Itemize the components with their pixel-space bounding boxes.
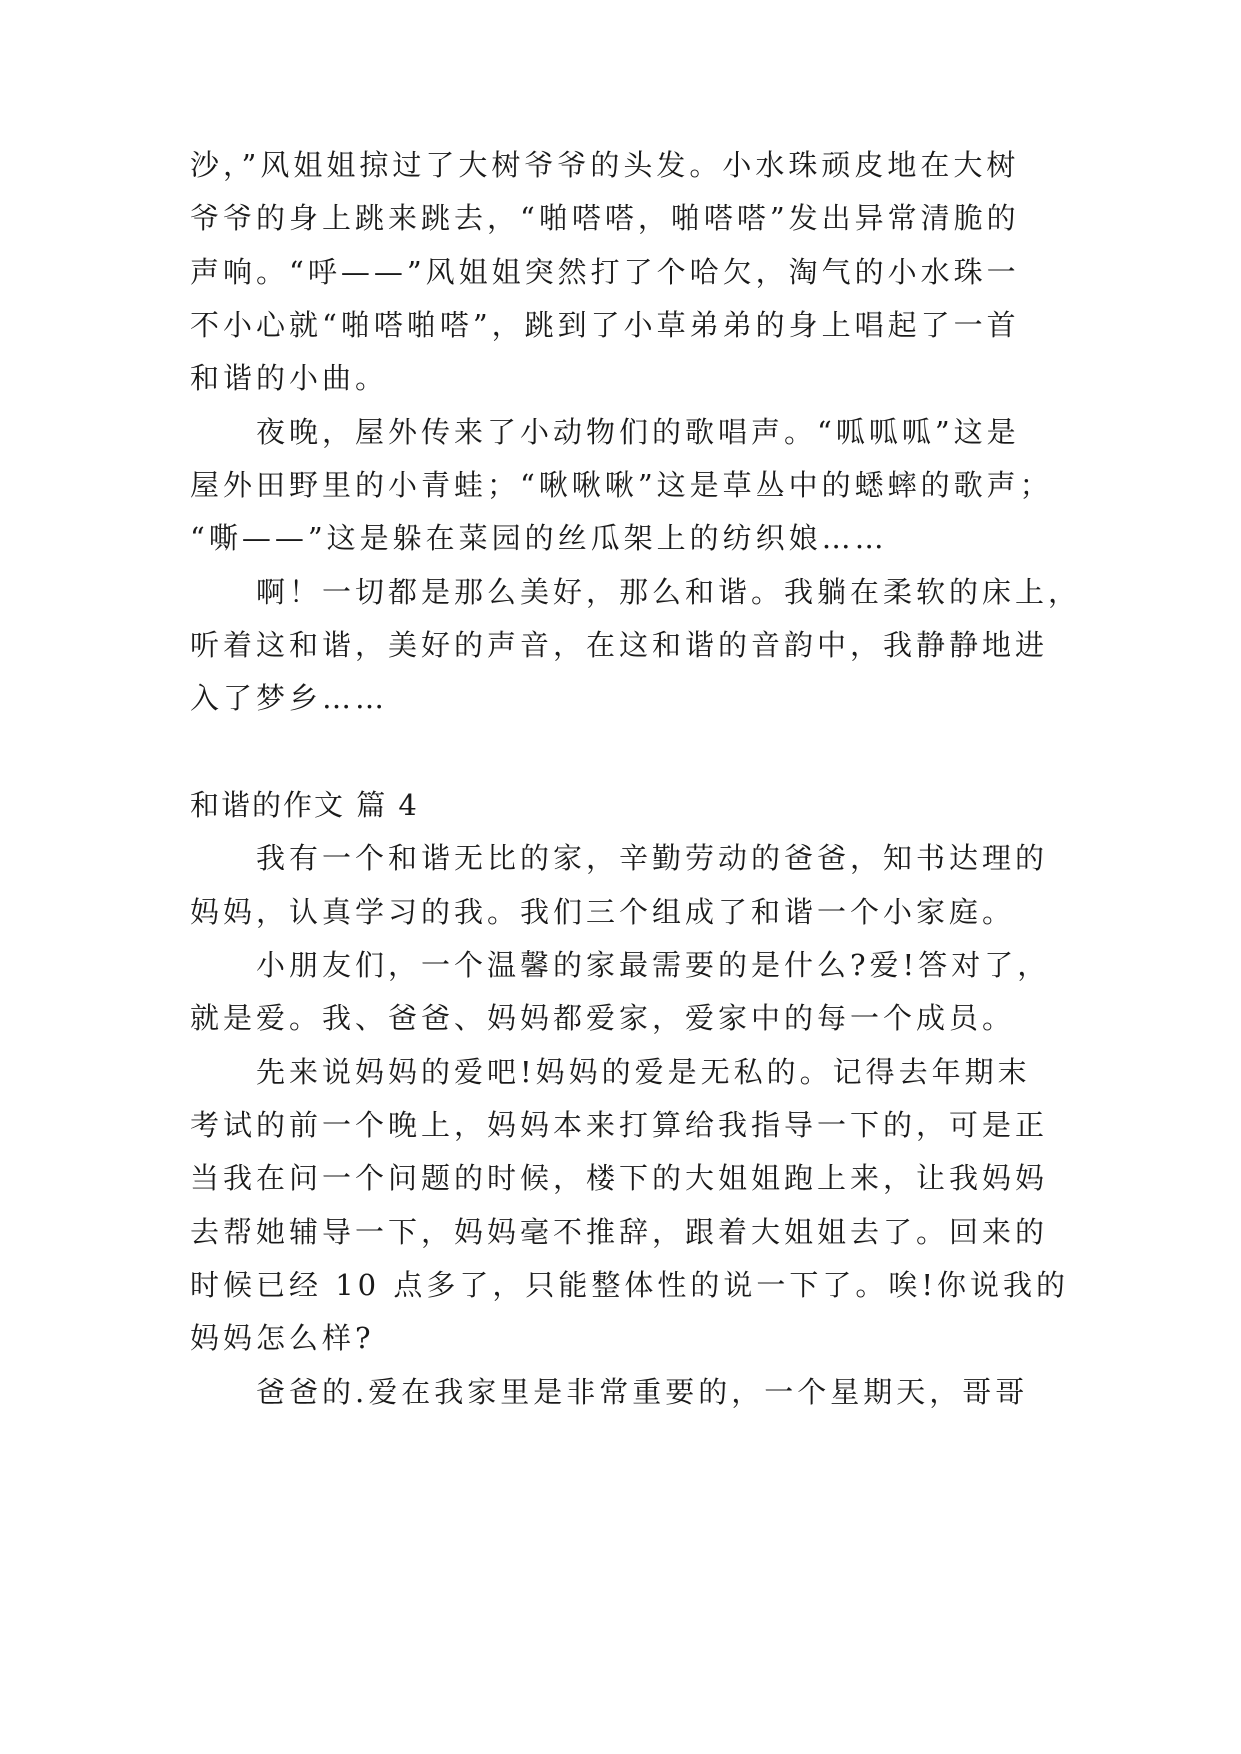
paragraph-line: 小朋友们，一个温馨的家最需要的是什么?爱!答对了， [256, 948, 1051, 982]
paragraph-line: 和谐的小曲。 [190, 361, 389, 395]
paragraph-line: 屋外田野里的小青蛙；“啾啾啾”这是草丛中的蟋蟀的歌声； [190, 468, 1053, 502]
paragraph-line: 声响。“呼——”风姐姐突然打了个哈欠，淘气的小水珠一 [190, 255, 1020, 289]
paragraph-line: “嘶——”这是躲在菜园的丝瓜架上的纺织娘…… [190, 521, 888, 555]
paragraph-line: 爷爷的身上跳来跳去，“啪嗒嗒，啪嗒嗒”发出异常清脆的 [190, 201, 1020, 235]
paragraph-line: 去帮她辅导一下，妈妈毫不推辞，跟着大姐姐去了。回来的 [190, 1215, 1049, 1249]
paragraph-line: 先来说妈妈的爱吧!妈妈的爱是无私的。记得去年期末 [256, 1055, 1031, 1089]
paragraph-line: 就是爱。我、爸爸、妈妈都爱家，爱家中的每一个成员。 [190, 1001, 1016, 1035]
paragraph-line: 不小心就“啪嗒啪嗒”，跳到了小草弟弟的身上唱起了一首 [190, 308, 1020, 342]
paragraph-line: 当我在问一个问题的时候，楼下的大姐姐跑上来，让我妈妈 [190, 1161, 1049, 1195]
paragraph-line: 时候已经 10 点多了，只能整体性的说一下了。唉!你说我的 [190, 1268, 1069, 1302]
paragraph-line: 听着这和谐，美好的声音，在这和谐的音韵中，我静静地进 [190, 628, 1049, 662]
paragraph-line: 啊！一切都是那么美好，那么和谐。我躺在柔软的床上， [256, 575, 1082, 609]
paragraph-line: 入了梦乡…… [190, 681, 389, 715]
paragraph-line: 妈妈怎么样? [190, 1321, 375, 1355]
paragraph-line: 妈妈，认真学习的我。我们三个组成了和谐一个小家庭。 [190, 895, 1016, 929]
paragraph-line: 我有一个和谐无比的家，辛勤劳动的爸爸，知书达理的 [256, 841, 1049, 875]
paragraph-line: 沙，”风姐姐掠过了大树爷爷的头发。小水珠顽皮地在大树 [190, 148, 1020, 182]
paragraph-line: 爸爸的.爱在我家里是非常重要的，一个星期天，哥哥 [256, 1375, 1029, 1409]
paragraph-line: 考试的前一个晚上，妈妈本来打算给我指导一下的，可是正 [190, 1108, 1049, 1142]
section-heading: 和谐的作文 篇 4 [190, 788, 419, 822]
paragraph-line: 夜晚，屋外传来了小动物们的歌唱声。“呱呱呱”这是 [256, 415, 1020, 449]
